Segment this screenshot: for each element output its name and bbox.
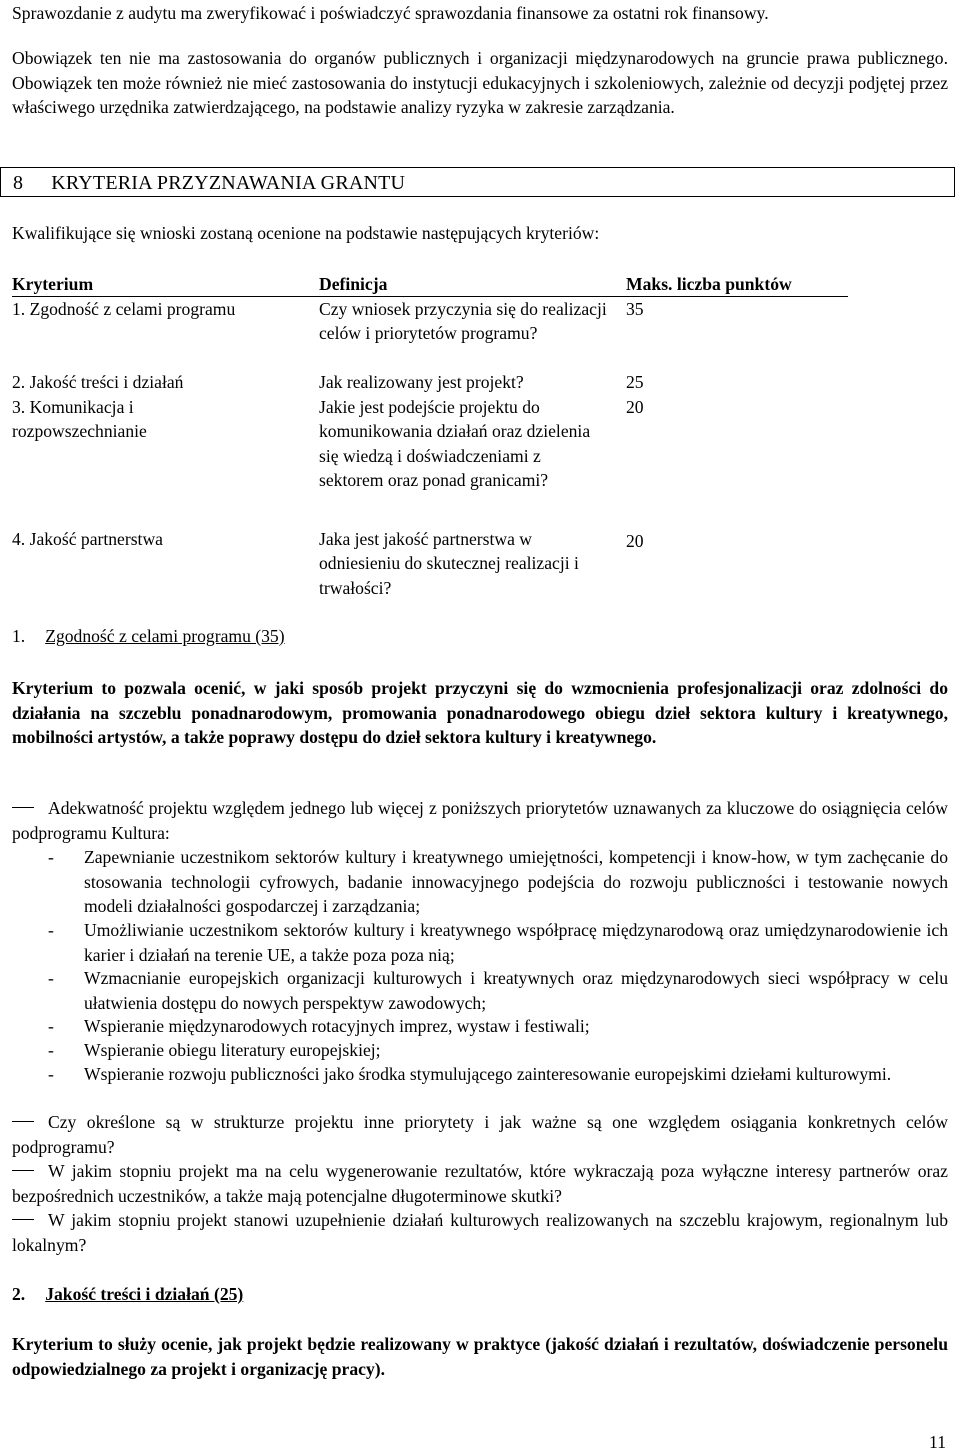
table-header: Kryterium [12, 274, 94, 294]
priority-item [12, 1062, 948, 1087]
dash-bullet [12, 1219, 34, 1220]
priority-item [12, 1014, 948, 1039]
priority-item-text: Zapewnianie uczestnikom sektorów kultury i kreatywnego umiejętności, kompetencji i know-how, w tym zachęcanie do stosowania technologii cyfrowych, badanie innowacyjnego podejścia do rozwoju publiczności i testowanie nowych modeli działalności gospodarczej i zarządzania; [84, 847, 948, 916]
priority-item [12, 966, 948, 1015]
table-cell-criterion: 1. Zgodność z celami programu [12, 299, 236, 319]
section-intro: Kwalifikujące się wnioski zostaną ocenione na podstawie następujących kryteriów: [12, 223, 600, 243]
criterion-1-item [12, 1208, 948, 1257]
section-heading [13, 171, 405, 195]
sub-bullet: - [48, 847, 54, 867]
dash-bullet [12, 1121, 34, 1122]
criterion-2-lead: Kryterium to służy ocenie, jak projekt będzie realizowany w praktyce (jakość działań i rezultatów, doświadczenie personelu odpowiedzialnego za projekt i organizację pracy). [12, 1334, 948, 1379]
sub-bullet: - [48, 920, 54, 940]
sub-bullet: - [48, 1064, 54, 1084]
priority-item-text: Wspieranie międzynarodowych rotacyjnych imprez, wystaw i festiwali; [84, 1016, 590, 1036]
table-cell-points: 25 [626, 372, 644, 392]
table-header: Maks. liczba punktów [626, 274, 792, 294]
sub-bullet: - [48, 1016, 54, 1036]
table-cell-criterion: 4. Jakość partnerstwa [12, 529, 163, 549]
dash-bullet [12, 807, 34, 808]
sub-bullet: - [48, 968, 54, 988]
criterion-2-number: 2. [12, 1284, 26, 1304]
section-heading-box [0, 167, 955, 197]
criterion-2-title: Jakość treści i działań (25) [45, 1284, 244, 1304]
criterion-1-item [12, 796, 948, 845]
criterion-2-heading [12, 1282, 948, 1307]
table-cell-definition: Jak realizowany jest projekt? [319, 372, 524, 392]
priority-item-text: Umożliwianie uczestnikom sektorów kultury i kreatywnego współpracę międzynarodową oraz umiędzynarodowienie ich karier i działań na terenie UE, a także poza poza nią; [84, 920, 948, 965]
dash-bullet [12, 1170, 34, 1171]
criterion-1-item [12, 1110, 948, 1159]
intro-line: Sprawozdanie z audytu ma zweryfikować i poświadczyć sprawozdania finansowe za ostatni rok finansowy. [12, 3, 769, 23]
criterion-1-lead: Kryterium to pozwala ocenić, w jaki sposób projekt przyczyni się do wzmocnienia profesjonalizacji oraz zdolności do działania na szczeblu ponadnarodowym, promowania ponadnarodowego obiegu dzieł sektora kultury i kreatywnego, mobilności artystów, a także poprawy dostępu do dzieł sektora kultury i kreatywnego. [12, 678, 948, 747]
sub-bullet: - [48, 1040, 54, 1060]
table-cell-definition: Czy wniosek przyczynia się do realizacji celów i priorytetów programu? [319, 299, 607, 344]
table-cell-criterion: 2. Jakość treści i działań [12, 372, 184, 392]
priority-item-text: Wspieranie obiegu literatury europejskiej; [84, 1040, 381, 1060]
intro-paragraph: Obowiązek ten nie ma zastosowania do organów publicznych i organizacji międzynarodowych na gruncie prawa publicznego. Obowiązek ten może również nie mieć zastosowania do instytucji edukacyjnych i szkoleniowych, zależnie od decyzji podjętej przez właściwego urzędnika zatwierdzającego, na podstawie analizy ryzyka w zakresie zarządzania. [12, 48, 948, 117]
criterion-1-number: 1. [12, 626, 26, 646]
criterion-1-title: Zgodność z celami programu (35) [45, 626, 285, 646]
table-cell-definition: Jakie jest podejście projektu do komunikowania działań oraz dzielenia się wiedzą i doświadczeniami z sektorem oraz ponad granicami? [319, 397, 591, 490]
table-header: Definicja [319, 274, 388, 294]
priority-item [12, 845, 948, 919]
page-number: 11 [929, 1432, 946, 1452]
section-title: KRYTERIA PRZYZNAWANIA GRANTU [51, 172, 406, 194]
section-number: 8 [13, 172, 24, 194]
table-cell-points: 35 [626, 299, 644, 319]
priority-item [12, 1038, 948, 1063]
criterion-1-item-text: W jakim stopniu projekt stanowi uzupełnienie działań kulturowych realizowanych na szczeblu krajowym, regionalnym lub lokalnym? [12, 1210, 948, 1255]
priority-item [12, 918, 948, 967]
table-cell-points: 20 [626, 397, 644, 417]
criterion-1-item-text: Adekwatność projektu względem jednego lub więcej z poniższych priorytetów uznawanych za kluczowe do osiągnięcia celów podprogramu Kultura: [12, 798, 948, 843]
criterion-1-item-text: Czy określone są w strukturze projektu inne priorytety i jak ważne są one względem osiągania konkretnych celów podprogramu? [12, 1112, 948, 1157]
table-cell-points: 20 [626, 531, 644, 551]
table-cell-definition: Jaka jest jakość partnerstwa w odniesieniu do skutecznej realizacji i trwałości? [319, 529, 579, 598]
priority-item-text: Wzmacnianie europejskich organizacji kulturowych i kreatywnych oraz międzynarodowych sieci współpracy w celu ułatwienia dostępu do nowych perspektyw zawodowych; [84, 968, 948, 1013]
criterion-1-item-text: W jakim stopniu projekt ma na celu wygenerowanie rezultatów, które wykraczają poza wyłączne interesy partnerów oraz bezpośrednich uczestników, a także mają potencjalne długoterminowe skutki? [12, 1161, 948, 1206]
table-cell-criterion: 3. Komunikacja i rozpowszechnianie [12, 397, 147, 442]
criterion-1-item [12, 1159, 948, 1208]
criterion-1-heading [12, 624, 948, 649]
priority-item-text: Wspieranie rozwoju publiczności jako środka stymulującego zainteresowanie europejskimi dziełami kulturowymi. [84, 1064, 892, 1084]
